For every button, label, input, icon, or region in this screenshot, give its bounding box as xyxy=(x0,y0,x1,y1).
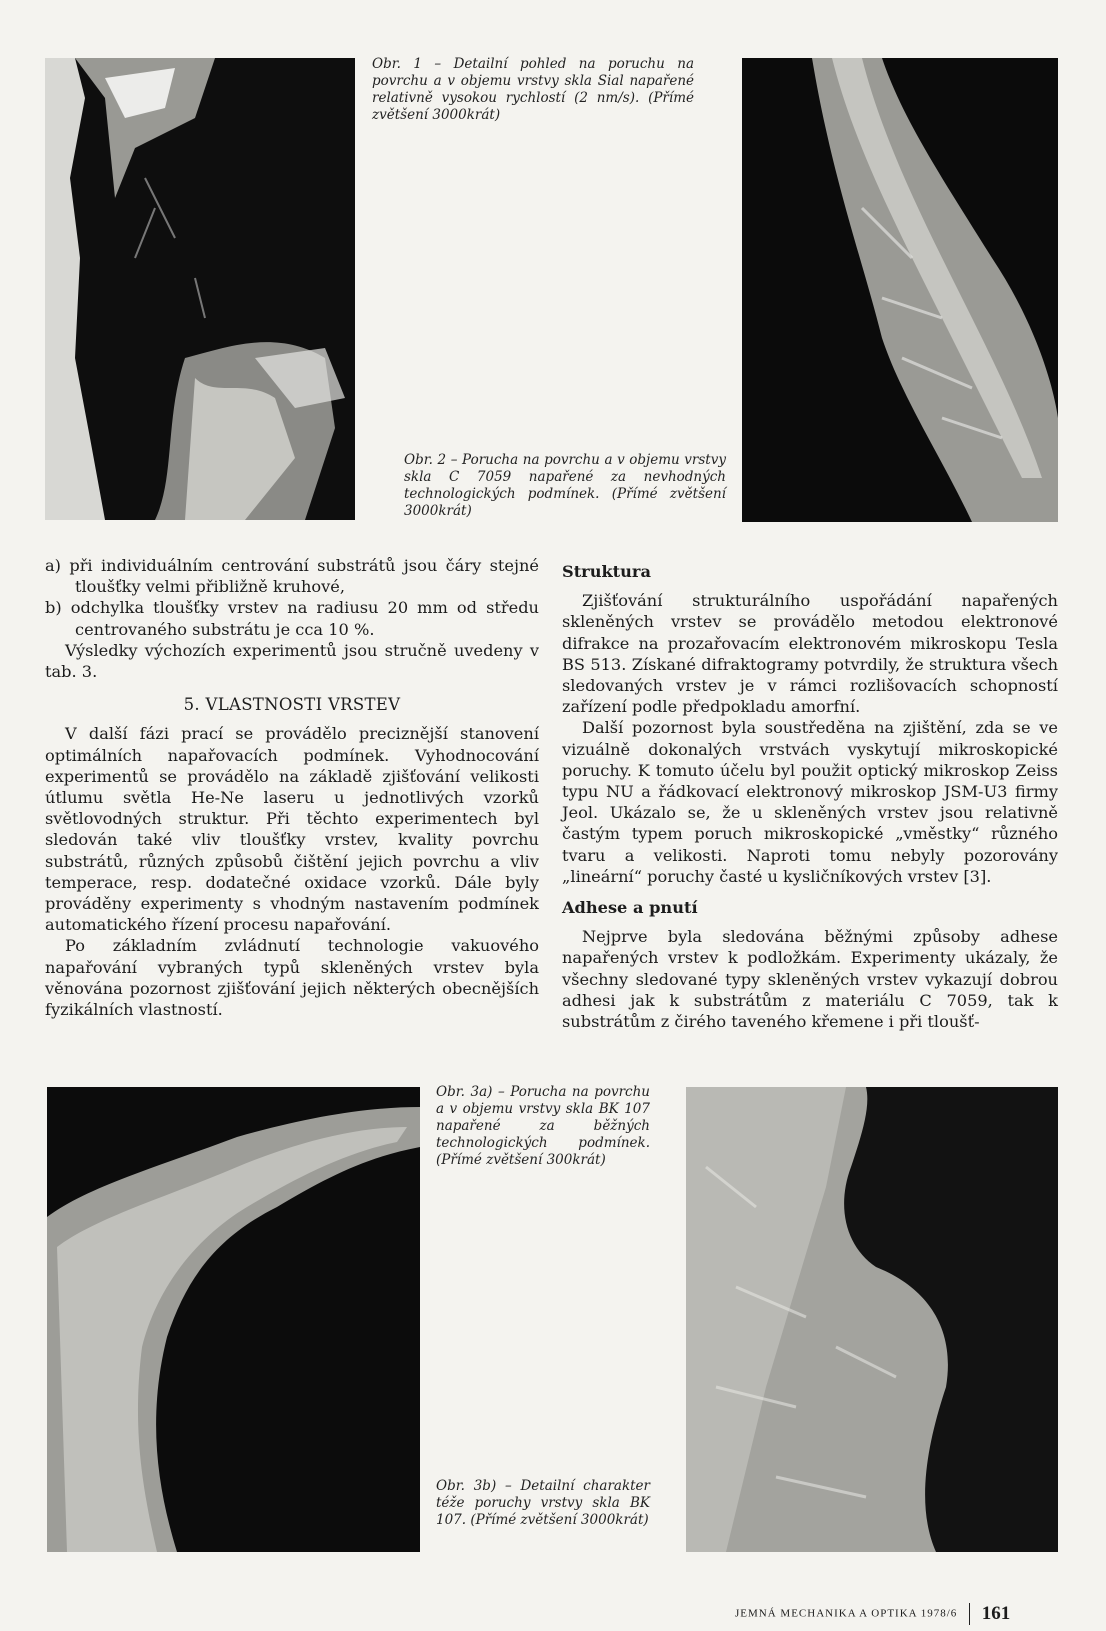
body-paragraph: Zjišťování strukturálního uspořádání napařených skleněných vrstev se provádělo metodou elektronové difrakce na prozařovacím elektronovém mikroskopu Tesla BS 513. Získané difraktogramy potvrdily, že struktura všech sledovaných vrstev je v rámci rozlišovacích schopností zařízení podle předpokladu amorfní. xyxy=(562,591,1058,717)
body-paragraph: V další fázi prací se provádělo preciznější stanovení optimálních napařovacích podmínek. Vyhodnocování experimentů se provádělo na základě zjišťování velikosti útlumu světla He-Ne laseru u jednotlivých vzorků světlovodných struktur. Při těchto experimentech byl sledován také vliv tloušťky vrstev, kvality povrchu substrátů, různých způsobů čištění jejich povrchu a vliv temperace, resp. dodatečné oxidace vzorků. Dále byly prováděny experimenty s vhodným nastavením podmínek automatického řízení procesu napařování. xyxy=(45,724,539,935)
right-text-column xyxy=(562,555,1058,1032)
page-footer xyxy=(735,1603,1010,1625)
heading-adhese: Adhese a pnutí xyxy=(562,898,698,918)
figure-3a-micrograph xyxy=(47,1087,420,1552)
figure-2-micrograph xyxy=(742,58,1058,522)
list-item-a: a) při individuálním centrování substrátů jsou čáry stejné tloušťky velmi přibližně kruhové, xyxy=(45,556,539,597)
figure-3b-caption xyxy=(436,1478,650,1529)
figure-1-caption xyxy=(372,56,694,124)
journal-name: JEMNÁ MECHANIKA A OPTIKA 1978/6 xyxy=(735,1607,958,1620)
figure-3a-caption-text: Obr. 3a) – Porucha na povrchu a v objemu vrstvy skla BK 107 napařené za běžných technologických podmínek. (Přímé zvětšení 300krát) xyxy=(436,1084,650,1168)
body-paragraph: Po základním zvládnutí technologie vakuového napařování vybraných typů skleněných vrstev byla věnována pozornost zjišťování jejich některých obecnějších fyzikálních vlastností. xyxy=(45,936,539,1020)
heading-struktura: Struktura xyxy=(562,562,651,581)
figure-2-caption xyxy=(404,452,726,520)
figure-1-micrograph xyxy=(45,58,355,520)
footer-separator xyxy=(969,1603,970,1625)
page-number: 161 xyxy=(981,1603,1011,1624)
body-paragraph: Nejprve byla sledována běžnými způsoby adhese napařených vrstev k podložkám. Experimenty ukázaly, že všechny sledované typy skleněných vrstev vykazují dobrou adhesi jak k substrátům z materiálu C 7059, tak k substrátům z čirého taveného křemene i při tloušť- xyxy=(562,927,1058,1032)
results-paragraph: Výsledky výchozích experimentů jsou stručně uvedeny v tab. 3. xyxy=(45,640,539,682)
body-paragraph: Další pozornost byla soustředěna na zjištění, zda se ve vizuálně dokonalých vrstvách vyskytují mikroskopické poruchy. K tomuto účelu byl použit optický mikroskop Zeiss typu NU a řádkovací elektronový mikroskop JSM-U3 firmy Jeol. Ukázalo se, že u skleněných vrstev jsou relativně častým typem poruch mikroskopické „vměstky“ různého tvaru a velikosti. Naproti tomu nebyly pozorovány „lineární“ poruchy časté u kysličníkových vrstev [3]. xyxy=(562,718,1058,886)
figure-3a-caption xyxy=(436,1084,650,1169)
section-title: 5. VLASTNOSTI VRSTEV xyxy=(183,695,401,715)
figure-1-caption-text: Obr. 1 – Detailní pohled na poruchu na povrchu a v objemu vrstvy skla Sial napařené relativně vysokou rychlostí (2 nm/s). (Přímé zvětšení 3000krát) xyxy=(372,56,694,123)
figure-3b-micrograph xyxy=(686,1087,1058,1552)
figure-3b-caption-text: Obr. 3b) – Detailní charakter téže poruchy vrstvy skla BK 107. (Přímé zvětšení 3000krát) xyxy=(436,1478,650,1528)
figure-2-caption-text: Obr. 2 – Porucha na povrchu a v objemu vrstvy skla C 7059 napařené za nevhodných technologických podmínek. (Přímé zvětšení 3000krát) xyxy=(404,452,726,519)
left-text-column xyxy=(45,555,539,1020)
list-item-b: b) odchylka tloušťky vrstev na radiusu 20 mm od středu centrovaného substrátu je cca 10 %. xyxy=(45,598,539,639)
